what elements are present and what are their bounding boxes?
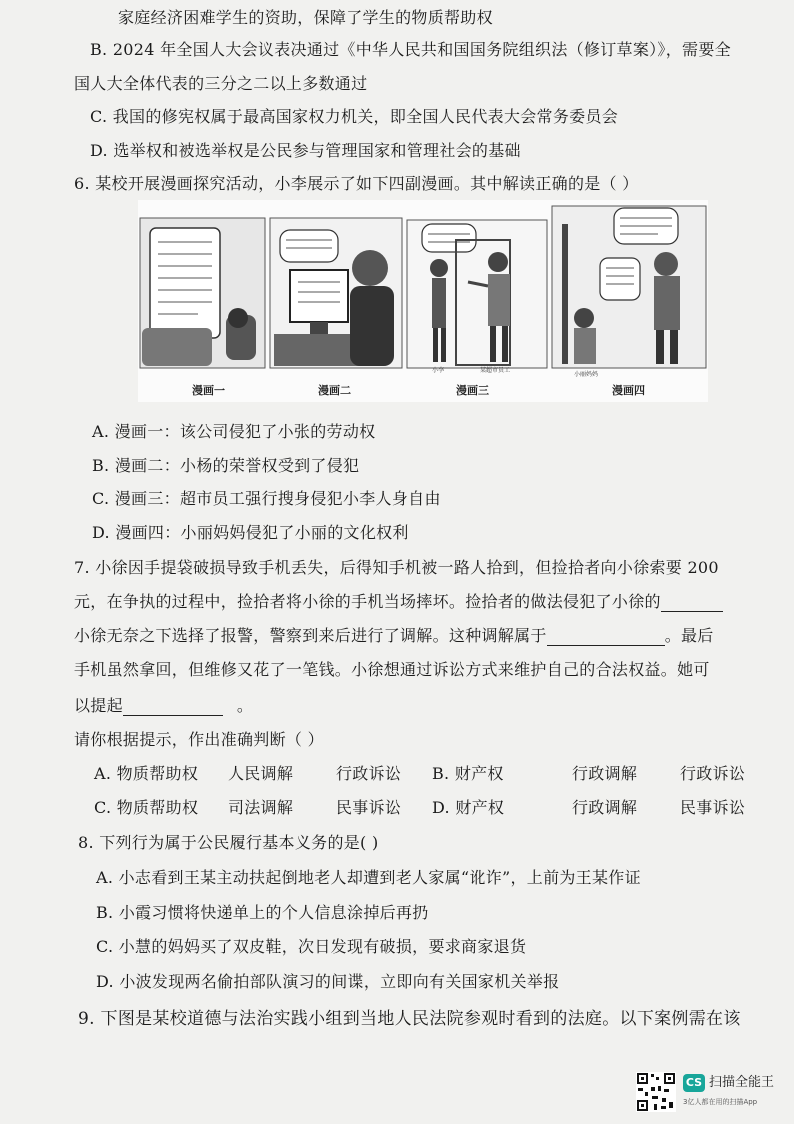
- text-line-1: 家庭经济困难学生的资助，保障了学生的物质帮助权: [118, 8, 493, 27]
- q7-option-b-2: 行政调解: [572, 764, 638, 783]
- q7-blank-3[interactable]: [123, 699, 223, 716]
- q7-line-5: [74, 696, 253, 716]
- q7-line-3: [74, 626, 714, 646]
- q7-option-a-3: 行政诉讼: [336, 764, 402, 783]
- comic-caption-2: 漫画二: [318, 384, 351, 397]
- q7-line-5-text: 以提起: [74, 696, 123, 715]
- q7-line-1: 7. 小徐因手提袋破损导致手机丢失，后得知手机被一路人拾到，但捡拾者向小徐索要 200: [74, 558, 719, 577]
- comic-label-xiaoli: 小李: [432, 367, 445, 374]
- q8-option-a: A. 小志看到王某主动扶起倒地老人却遭到老人家属“讹诈”，上前为王某作证: [96, 868, 641, 887]
- q7-option-b-3: 行政诉讼: [680, 764, 746, 783]
- comic-panel-2: [270, 218, 402, 368]
- q8-option-b: B. 小霞习惯将快递单上的个人信息涂掉后再扔: [96, 903, 429, 922]
- q7-option-d: D. 财产权: [432, 798, 505, 817]
- q6-option-b: B. 漫画二：小杨的荣誉权受到了侵犯: [92, 456, 360, 475]
- q8-option-d: D. 小波发现两名偷拍部队演习的间谍，立即向有关国家机关举报: [96, 972, 560, 991]
- comic-caption-4: 漫画四: [612, 384, 645, 397]
- q7-blank-2[interactable]: [547, 629, 665, 646]
- q7-line-2-text: 元，在争执的过程中，捡拾者将小徐的手机当场摔坏。捡拾者的做法侵犯了小徐的: [74, 592, 661, 611]
- q7-line-3-end: 。最后: [664, 626, 714, 645]
- q7-line-3-text: 小徐无奈之下选择了报警，警察到来后进行了调解。这种调解属于: [74, 626, 547, 645]
- q9-stem: 9. 下图是某校道德与法治实践小组到当地人民法院参观时看到的法庭。以下案例需在该: [78, 1009, 741, 1029]
- q7-option-c-2: 司法调解: [228, 798, 294, 817]
- q7-option-a-2: 人民调解: [228, 764, 294, 783]
- text-line-2: B. 2024 年全国人大会议表决通过《中华人民共和国国务院组织法（修订草案）》，需要全: [90, 40, 731, 59]
- camscanner-brand-name: 扫描全能王: [709, 1075, 775, 1090]
- text-line-5: D. 选举权和被选举权是公民参与管理国家和管理社会的基础: [90, 141, 521, 160]
- q6-option-d: D. 漫画四：小丽妈妈侵犯了小丽的文化权利: [92, 523, 409, 542]
- q6-option-c: C. 漫画三：超市员工强行搜身侵犯小李人身自由: [92, 489, 441, 508]
- comic-panel-3: [407, 220, 547, 374]
- comic-panel-4: [552, 206, 706, 378]
- text-line-4: C. 我国的修宪权属于最高国家权力机关，即全国人民代表大会常务委员会: [90, 107, 619, 126]
- camscanner-logo-icon: CS: [683, 1074, 705, 1092]
- comic-caption-1: 漫画一: [192, 384, 225, 397]
- q8-option-c: C. 小慧的妈妈买了双皮鞋，次日发现有破损，要求商家退货: [96, 937, 527, 956]
- q7-option-d-2: 行政调解: [572, 798, 638, 817]
- camscanner-tagline: 3亿人都在用的扫描App: [683, 1098, 758, 1106]
- q7-option-c: C. 物质帮助权: [94, 798, 199, 817]
- comic-strip: [138, 200, 708, 402]
- q7-option-d-3: 民事诉讼: [680, 798, 746, 817]
- q6-stem: 6. 某校开展漫画探究活动，小李展示了如下四副漫画。其中解读正确的是（ ）: [74, 174, 639, 193]
- q7-option-a: A. 物质帮助权: [94, 764, 199, 783]
- q7-blank-1[interactable]: [661, 595, 723, 612]
- q8-stem: 8. 下列行为属于公民履行基本义务的是( ): [78, 833, 379, 852]
- comic-panel-1: [140, 218, 265, 368]
- comic-label-mother: 小丽妈妈: [574, 371, 599, 378]
- q6-option-a: A. 漫画一：该公司侵犯了小张的劳动权: [92, 422, 376, 441]
- qr-code-icon: [636, 1072, 676, 1112]
- comic-caption-3: 漫画三: [456, 384, 489, 397]
- q7-option-c-3: 民事诉讼: [336, 798, 402, 817]
- q7-line-5-end: 。: [236, 696, 254, 715]
- q7-option-b: B. 财产权: [432, 764, 504, 783]
- comic-label-employee: 某超市员工: [480, 367, 511, 374]
- q7-prompt: 请你根据提示，作出准确判断（ ）: [74, 730, 324, 749]
- q7-line-4: 手机虽然拿回，但维修又花了一笔钱。小徐想通过诉讼方式来维护自己的合法权益。她可: [74, 660, 710, 679]
- text-line-3: 国人大全体代表的三分之二以上多数通过: [74, 74, 368, 93]
- q7-line-2: [74, 592, 723, 612]
